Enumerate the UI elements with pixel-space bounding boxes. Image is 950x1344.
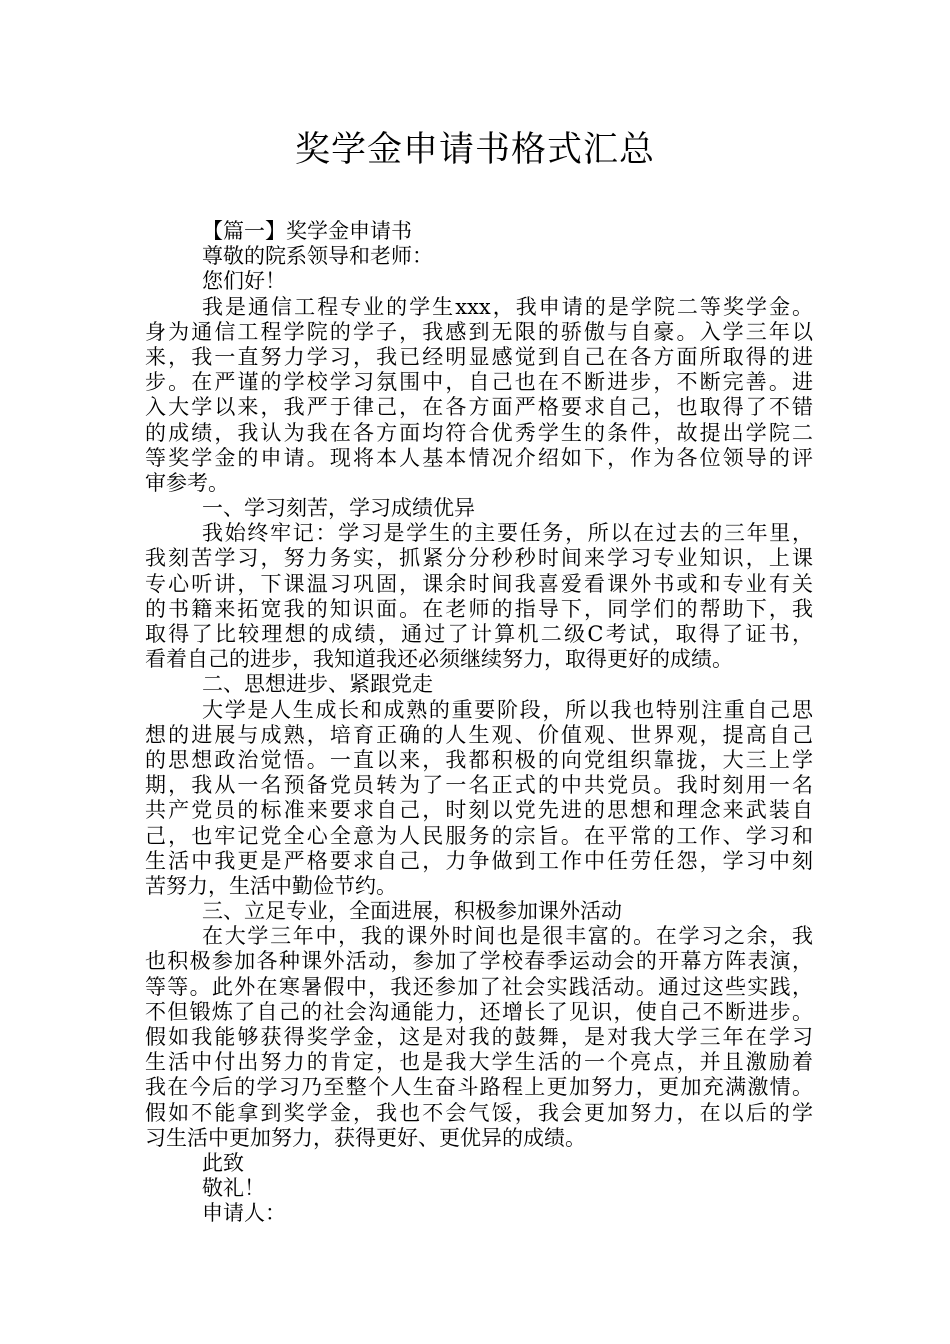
text-line: 苦努力，生活中勤俭节约。 (145, 873, 397, 898)
text-line: 想的进展与成熟，培育正确的人生观、价值观、世界观，提高自己 (145, 722, 813, 747)
text-line: 申请人： (202, 1201, 286, 1226)
text-line: 二、思想进步、紧跟党走 (202, 672, 433, 697)
text-line: 假如不能拿到奖学金，我也不会气馁，我会更加努力，在以后的学 (145, 1100, 813, 1125)
text-line: 看着自己的进步，我知道我还必须继续努力，取得更好的成绩。 (145, 647, 733, 672)
text-line: 的思想政治觉悟。一直以来，我都积极的向党组织靠拢，大三上学 (145, 747, 813, 772)
text-line: 不但锻炼了自己的社会沟通能力，还增长了见识，使自己不断进步。 (145, 999, 813, 1024)
text-line: 生活中我更是严格要求自己，力争做到工作中任劳任怨，学习中刻 (145, 848, 813, 873)
text-line: 专心听讲，下课温习巩固，课余时间我喜爱看课外书或和专业有关 (145, 571, 813, 596)
text-line: 生活中付出努力的肯定，也是我大学生活的一个亮点，并且激励着 (145, 1050, 813, 1075)
document-title: 奖学金申请书格式汇总 (294, 130, 655, 170)
text-line: 审参考。 (145, 470, 229, 495)
text-line: 大学是人生成长和成熟的重要阶段，所以我也特别注重自己思 (202, 697, 813, 722)
text-line: 我是通信工程专业的学生xxx，我申请的是学院二等奖学金。 (202, 294, 813, 319)
text-line: 假如我能够获得奖学金，这是对我的鼓舞，是对我大学三年在学习 (145, 1025, 813, 1049)
text-line: 取得了比较理想的成绩，通过了计算机二级C考试，取得了证书， (145, 622, 813, 646)
text-line: 期，我从一名预备党员转为了一名正式的中共党员。我时刻用一名 (145, 773, 813, 798)
text-line: 等奖学金的申请。现将本人基本情况介绍如下，作为各位领导的评 (145, 445, 813, 470)
text-line: 步。在严谨的学校学习氛围中，自己也在不断进步，不断完善。进 (145, 370, 813, 395)
text-line: 来，我一直努力学习，我已经明显感觉到自己在各方面所取得的进 (145, 344, 813, 369)
text-line: 我刻苦学习，努力务实，抓紧分分秒秒时间来学习专业知识，上课 (145, 546, 813, 571)
text-line: 敬礼！ (202, 1176, 265, 1201)
text-line: 也积极参加各种课外活动，参加了学校春季运动会的开幕方阵表演， (145, 949, 813, 974)
text-line: 我始终牢记：学习是学生的主要任务，所以在过去的三年里， (202, 521, 813, 546)
text-line: 入大学以来，我严于律己，在各方面严格要求自己，也取得了不错 (145, 395, 813, 420)
text-line: 的成绩，我认为我在各方面均符合优秀学生的条件，故提出学院二 (145, 420, 813, 445)
text-line: 一、学习刻苦，学习成绩优异 (202, 496, 475, 521)
text-line: 习生活中更加努力，获得更好、更优异的成绩。 (145, 1125, 586, 1150)
text-line: 我在今后的学习乃至整个人生奋斗路程上更加努力，更加充满激情。 (145, 1075, 813, 1100)
text-line: 在大学三年中，我的课外时间也是很丰富的。在学习之余，我 (202, 924, 813, 949)
text-line: 的书籍来拓宽我的知识面。在老师的指导下，同学们的帮助下，我 (145, 596, 813, 621)
text-line: 己，也牢记党全心全意为人民服务的宗旨。在平常的工作、学习和 (145, 823, 813, 848)
text-line: 尊敬的院系领导和老师： (202, 244, 433, 269)
text-line: 身为通信工程学院的学子，我感到无限的骄傲与自豪。入学三年以 (145, 319, 813, 344)
document-body (145, 219, 813, 1227)
text-line: 【篇一】奖学金申请书 (202, 219, 412, 243)
text-line: 共产党员的标准来要求自己，时刻以党先进的思想和理念来武装自 (145, 798, 813, 823)
text-line: 此致 (202, 1150, 244, 1175)
text-line: 等等。此外在寒暑假中，我还参加了社会实践活动。通过这些实践， (145, 974, 813, 999)
text-line: 您们好！ (202, 269, 286, 294)
text-line: 三、立足专业，全面进展，积极参加课外活动 (202, 899, 622, 924)
